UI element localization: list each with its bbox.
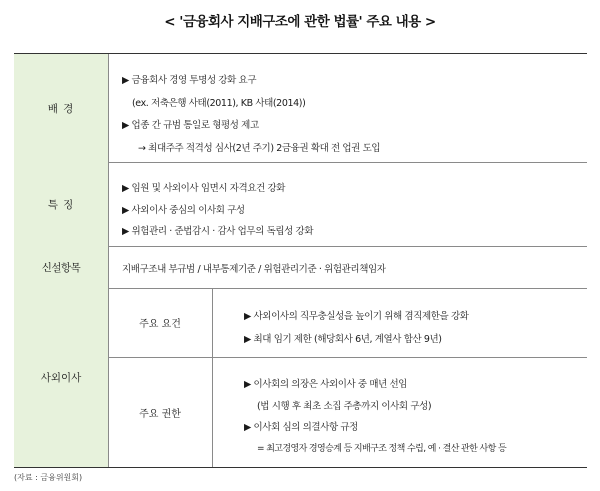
content-background [108,54,587,162]
text-line: 지배구조내 부규범 / 내부통제기준 / 위험관리기준 · 위험관리책임자 [122,264,386,275]
text-line: ▶ 업종 간 규범 통일로 형평성 제고 [122,120,259,131]
row-features [14,162,587,247]
source-note: (자료 : 금융위원회) [14,473,83,482]
subcategory-label-authority: 주요 권한 [108,358,213,467]
category-label-new-positions: 신설항목 [14,246,109,288]
content-features [108,162,587,246]
text-line: ▶ 임원 및 사외이사 임면시 자격요건 강화 [122,183,286,194]
text-line: (법 시행 후 최초 소집 주총까지 이사회 구성) [257,401,432,412]
text-line: → 최대주주 적격성 심사(2년 주기) 2금융권 확대 전 업권 도입 [138,143,381,154]
row-outside-director [14,288,587,467]
category-label-background: 배 경 [14,54,109,162]
summary-table [14,53,587,468]
page-title: < '금융회사 지배구조에 관한 법률' 주요 내용 > [164,14,436,30]
text-line: ▶ 위험관리 · 준법감시 · 감사 업무의 독립성 강화 [122,226,314,237]
row-divider [108,357,587,358]
text-line: ▶ 사외이사 중심의 이사회 구성 [122,205,245,216]
content-new-positions [108,246,587,288]
text-line: ▶ 이사회 심의 의결사항 규정 [244,422,358,433]
category-label-features: 특 징 [14,162,109,246]
text-line: ▶ 금융회사 경영 투명성 강화 요구 [122,75,257,86]
text-line: ▶ 사외이사의 직무충실성을 높이기 위해 겸직제한을 강화 [244,311,469,322]
subcategory-label-requirements: 주요 요건 [108,288,213,357]
text-line: = 최고경영자 경영승계 등 지배구조 정책 수립, 예 · 결산 관한 사항 등 [257,444,507,454]
text-line: ▶ 이사회의 의장은 사외이사 중 매년 선임 [244,379,408,390]
text-line: (ex. 저축은행 사태(2011), KB 사태(2014)) [132,98,306,109]
category-label-outside-director: 사외이사 [14,288,109,467]
row-background [14,54,587,163]
text-line: ▶ 최대 임기 제한 (해당회사 6년, 계열사 합산 9년) [244,334,442,345]
row-new-positions [14,246,587,289]
